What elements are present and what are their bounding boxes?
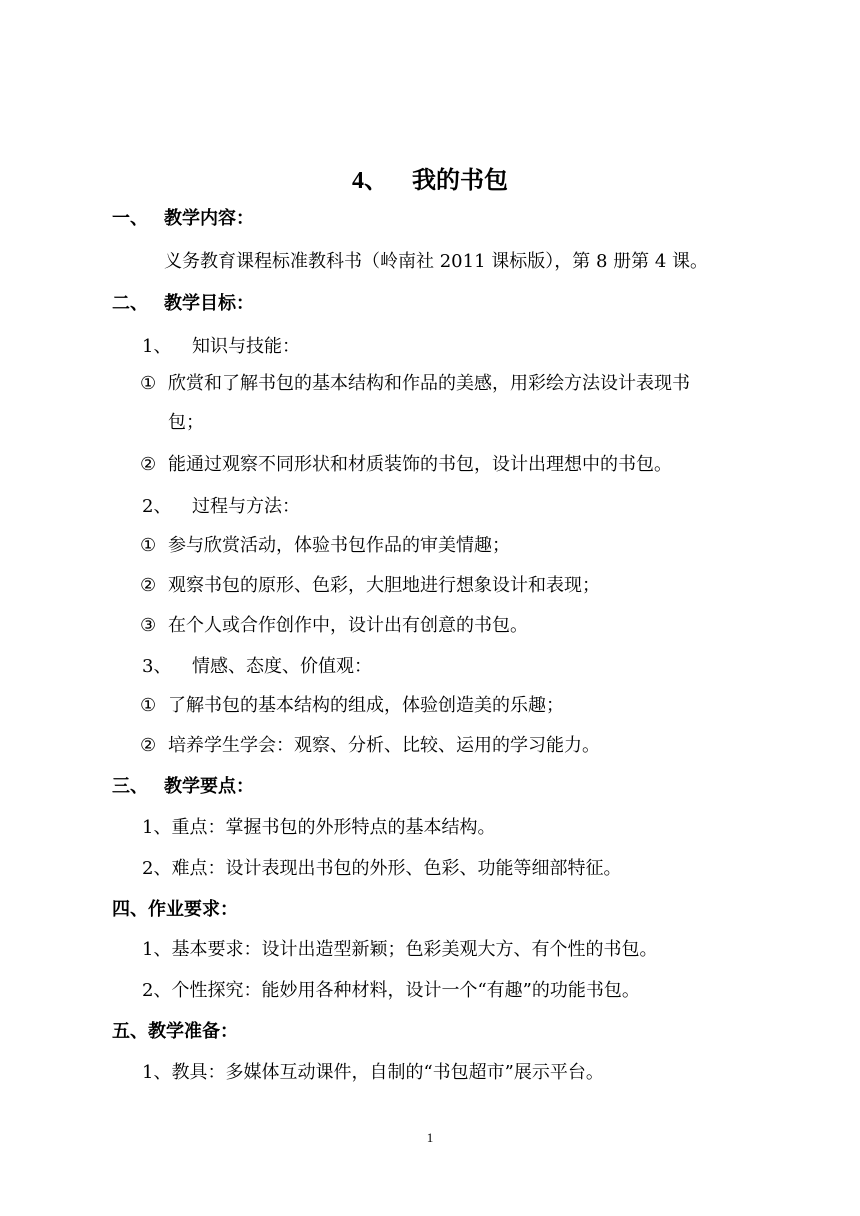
list-item: ② 培养学生学会：观察、分析、比较、运用的学习能力。	[140, 735, 600, 756]
item-marker: ②	[140, 575, 157, 596]
subsection-heading: 2、 过程与方法：	[142, 496, 300, 517]
section-heading: 一、 教学内容：	[112, 208, 254, 229]
title-number: 4、	[352, 168, 388, 194]
list-item: ② 能通过观察不同形状和材质装饰的书包，设计出理想中的书包。	[140, 454, 672, 475]
subsection-heading: 1、 知识与技能：	[142, 336, 300, 357]
section-body: 义务教育课程标准教科书（岭南社 2011 课标版），第 8 册第 4 课。	[164, 251, 709, 272]
list-item: ② 观察书包的原形、色彩，大胆地进行想象设计和表现；	[140, 575, 600, 596]
list-item: ③ 在个人或合作创作中，设计出有创意的书包。	[140, 615, 528, 636]
item-marker: ③	[140, 615, 157, 636]
title-text: 我的书包	[412, 165, 508, 194]
list-item: ① 了解书包的基本结构的组成，体验创造美的乐趣；	[140, 695, 564, 716]
section-heading: 五、教学准备：	[112, 1021, 238, 1042]
item-marker: ①	[140, 695, 157, 716]
page-number: 1	[426, 1130, 434, 1145]
item-marker: ①	[140, 373, 157, 394]
list-item: ① 参与欣赏活动，体验书包作品的审美情趣；	[140, 535, 510, 556]
section-heading: 三、 教学要点：	[112, 776, 254, 797]
list-item-continuation: 包；	[168, 412, 204, 433]
list-item: 1、基本要求：设计出造型新颖；色彩美观大方、有个性的书包。	[142, 939, 658, 960]
item-marker: ②	[140, 735, 157, 756]
section-heading: 二、 教学目标：	[112, 293, 254, 314]
item-marker: ①	[140, 535, 157, 556]
item-marker: ②	[140, 454, 157, 475]
page-title	[0, 165, 860, 196]
list-item: 1、重点：掌握书包的外形特点的基本结构。	[142, 817, 496, 838]
list-item: 2、个性探究：能妙用各种材料，设计一个“有趣”的功能书包。	[142, 980, 640, 1001]
list-item: 1、教具：多媒体互动课件，自制的“书包超市”展示平台。	[142, 1062, 604, 1083]
list-item: ① 欣赏和了解书包的基本结构和作品的美感，用彩绘方法设计表现书	[140, 373, 690, 394]
list-item: 2、难点：设计表现出书包的外形、色彩、功能等细部特征。	[142, 858, 622, 879]
section-heading: 四、作业要求：	[112, 899, 238, 920]
subsection-heading: 3、 情感、态度、价值观：	[142, 656, 372, 677]
